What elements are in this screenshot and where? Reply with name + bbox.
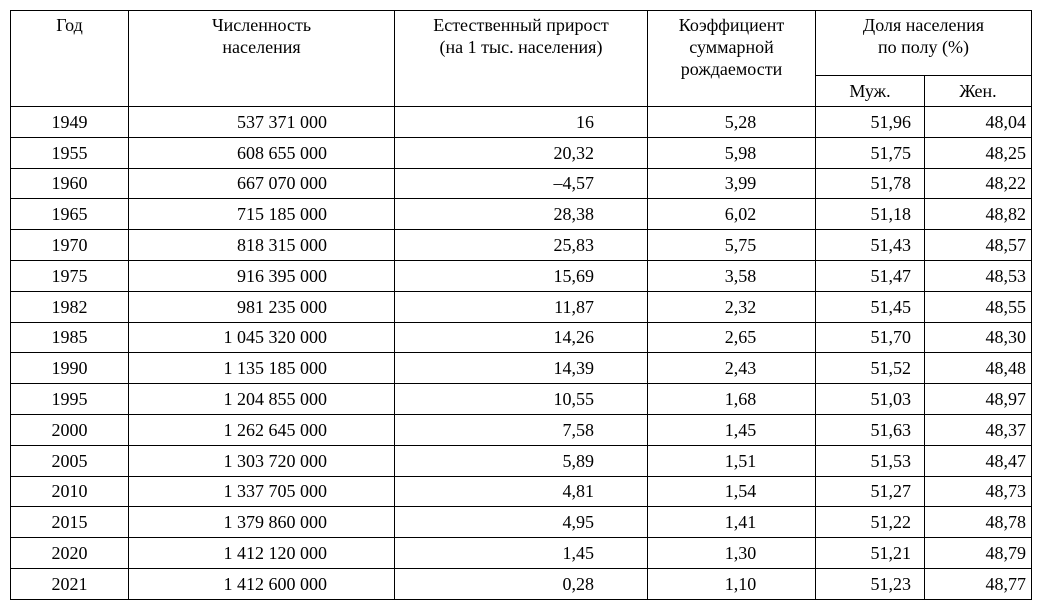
cell-female-share: 48,22 (925, 168, 1032, 199)
table-row (11, 230, 1032, 261)
header-fertility (648, 11, 816, 107)
cell-female-share: 48,04 (925, 107, 1032, 138)
cell-female-share: 48,47 (925, 445, 1032, 476)
header-population-line-2: населения (222, 37, 301, 57)
header-year-label: Год (56, 15, 83, 35)
cell-male-share: 51,18 (816, 199, 925, 230)
cell-female-share: 48,77 (925, 568, 1032, 599)
cell-population: 1 262 645 000 (129, 414, 395, 445)
cell-year: 1949 (11, 107, 129, 138)
header-female-label: Жен. (959, 81, 997, 102)
cell-fertility: 1,41 (648, 507, 816, 538)
table-row (11, 353, 1032, 384)
cell-female-share: 48,78 (925, 507, 1032, 538)
cell-natural-increase: 1,45 (395, 538, 648, 569)
cell-fertility: 1,10 (648, 568, 816, 599)
cell-fertility: 2,32 (648, 291, 816, 322)
cell-year: 2020 (11, 538, 129, 569)
table-row (11, 199, 1032, 230)
cell-natural-increase: 11,87 (395, 291, 648, 322)
table-row (11, 291, 1032, 322)
population-table (10, 10, 1032, 600)
table-row (11, 260, 1032, 291)
cell-male-share: 51,52 (816, 353, 925, 384)
table-row (11, 322, 1032, 353)
cell-population: 1 135 185 000 (129, 353, 395, 384)
cell-natural-increase: 0,28 (395, 568, 648, 599)
cell-natural-increase: 4,81 (395, 476, 648, 507)
cell-natural-increase: 14,26 (395, 322, 648, 353)
header-male (816, 76, 925, 107)
cell-female-share: 48,82 (925, 199, 1032, 230)
cell-natural-increase: –4,57 (395, 168, 648, 199)
cell-fertility: 1,68 (648, 384, 816, 415)
cell-fertility: 2,43 (648, 353, 816, 384)
cell-year: 2021 (11, 568, 129, 599)
cell-male-share: 51,63 (816, 414, 925, 445)
header-male-label: Муж. (849, 81, 891, 102)
cell-population: 608 655 000 (129, 137, 395, 168)
cell-male-share: 51,53 (816, 445, 925, 476)
cell-population: 1 379 860 000 (129, 507, 395, 538)
cell-population: 667 070 000 (129, 168, 395, 199)
cell-year: 1965 (11, 199, 129, 230)
cell-population: 1 204 855 000 (129, 384, 395, 415)
table-container (10, 10, 1032, 600)
cell-natural-increase: 10,55 (395, 384, 648, 415)
cell-population: 715 185 000 (129, 199, 395, 230)
header-population (129, 11, 395, 107)
cell-natural-increase: 20,32 (395, 137, 648, 168)
cell-fertility: 5,75 (648, 230, 816, 261)
header-population-line-1: Численность (211, 15, 312, 35)
table-row (11, 137, 1032, 168)
cell-male-share: 51,21 (816, 538, 925, 569)
cell-male-share: 51,27 (816, 476, 925, 507)
cell-female-share: 48,37 (925, 414, 1032, 445)
table-row (11, 476, 1032, 507)
cell-natural-increase: 25,83 (395, 230, 648, 261)
cell-population: 1 303 720 000 (129, 445, 395, 476)
header-sex-share (816, 11, 1032, 76)
cell-male-share: 51,43 (816, 230, 925, 261)
cell-female-share: 48,57 (925, 230, 1032, 261)
table-row (11, 414, 1032, 445)
cell-fertility: 6,02 (648, 199, 816, 230)
cell-natural-increase: 28,38 (395, 199, 648, 230)
cell-male-share: 51,22 (816, 507, 925, 538)
cell-population: 1 337 705 000 (129, 476, 395, 507)
cell-fertility: 5,28 (648, 107, 816, 138)
table-body (11, 107, 1032, 600)
cell-female-share: 48,97 (925, 384, 1032, 415)
cell-population: 1 412 600 000 (129, 568, 395, 599)
cell-female-share: 48,53 (925, 260, 1032, 291)
cell-male-share: 51,23 (816, 568, 925, 599)
cell-year: 1982 (11, 291, 129, 322)
cell-natural-increase: 4,95 (395, 507, 648, 538)
cell-male-share: 51,70 (816, 322, 925, 353)
cell-population: 981 235 000 (129, 291, 395, 322)
table-row (11, 384, 1032, 415)
header-natural-increase-line-2: (на 1 тыс. населения) (439, 37, 603, 57)
cell-female-share: 48,55 (925, 291, 1032, 322)
cell-year: 2015 (11, 507, 129, 538)
cell-female-share: 48,79 (925, 538, 1032, 569)
cell-fertility: 3,58 (648, 260, 816, 291)
header-natural-increase (395, 11, 648, 107)
cell-fertility: 1,54 (648, 476, 816, 507)
cell-year: 1970 (11, 230, 129, 261)
cell-fertility: 5,98 (648, 137, 816, 168)
header-fertility-line-3: рождаемости (680, 59, 783, 79)
cell-natural-increase: 14,39 (395, 353, 648, 384)
table-row (11, 168, 1032, 199)
cell-year: 2010 (11, 476, 129, 507)
header-fertility-line-2: суммарной (689, 37, 774, 57)
table-row (11, 107, 1032, 138)
cell-female-share: 48,73 (925, 476, 1032, 507)
cell-male-share: 51,78 (816, 168, 925, 199)
cell-population: 818 315 000 (129, 230, 395, 261)
cell-population: 1 412 120 000 (129, 538, 395, 569)
cell-natural-increase: 15,69 (395, 260, 648, 291)
table-row (11, 568, 1032, 599)
cell-male-share: 51,75 (816, 137, 925, 168)
cell-population: 537 371 000 (129, 107, 395, 138)
cell-population: 916 395 000 (129, 260, 395, 291)
cell-male-share: 51,45 (816, 291, 925, 322)
header-fertility-line-1: Коэффициент (678, 15, 785, 35)
cell-natural-increase: 7,58 (395, 414, 648, 445)
cell-female-share: 48,48 (925, 353, 1032, 384)
header-natural-increase-line-1: Естественный прирост (433, 15, 609, 35)
cell-year: 2005 (11, 445, 129, 476)
cell-year: 1975 (11, 260, 129, 291)
cell-year: 1960 (11, 168, 129, 199)
cell-male-share: 51,47 (816, 260, 925, 291)
cell-year: 1990 (11, 353, 129, 384)
header-female (925, 76, 1032, 107)
cell-male-share: 51,96 (816, 107, 925, 138)
cell-natural-increase: 16 (395, 107, 648, 138)
cell-fertility: 3,99 (648, 168, 816, 199)
header-sex-share-line-1: Доля населения (862, 15, 985, 35)
cell-year: 2000 (11, 414, 129, 445)
table-header (11, 11, 1032, 107)
cell-year: 1995 (11, 384, 129, 415)
cell-female-share: 48,30 (925, 322, 1032, 353)
cell-fertility: 1,51 (648, 445, 816, 476)
table-row (11, 445, 1032, 476)
header-year (11, 11, 129, 107)
cell-fertility: 1,45 (648, 414, 816, 445)
cell-population: 1 045 320 000 (129, 322, 395, 353)
cell-natural-increase: 5,89 (395, 445, 648, 476)
table-row (11, 538, 1032, 569)
cell-year: 1985 (11, 322, 129, 353)
cell-fertility: 2,65 (648, 322, 816, 353)
cell-fertility: 1,30 (648, 538, 816, 569)
table-row (11, 507, 1032, 538)
header-sex-share-line-2: по полу (%) (878, 37, 969, 57)
cell-year: 1955 (11, 137, 129, 168)
cell-male-share: 51,03 (816, 384, 925, 415)
cell-female-share: 48,25 (925, 137, 1032, 168)
header-row-main (11, 11, 1032, 76)
